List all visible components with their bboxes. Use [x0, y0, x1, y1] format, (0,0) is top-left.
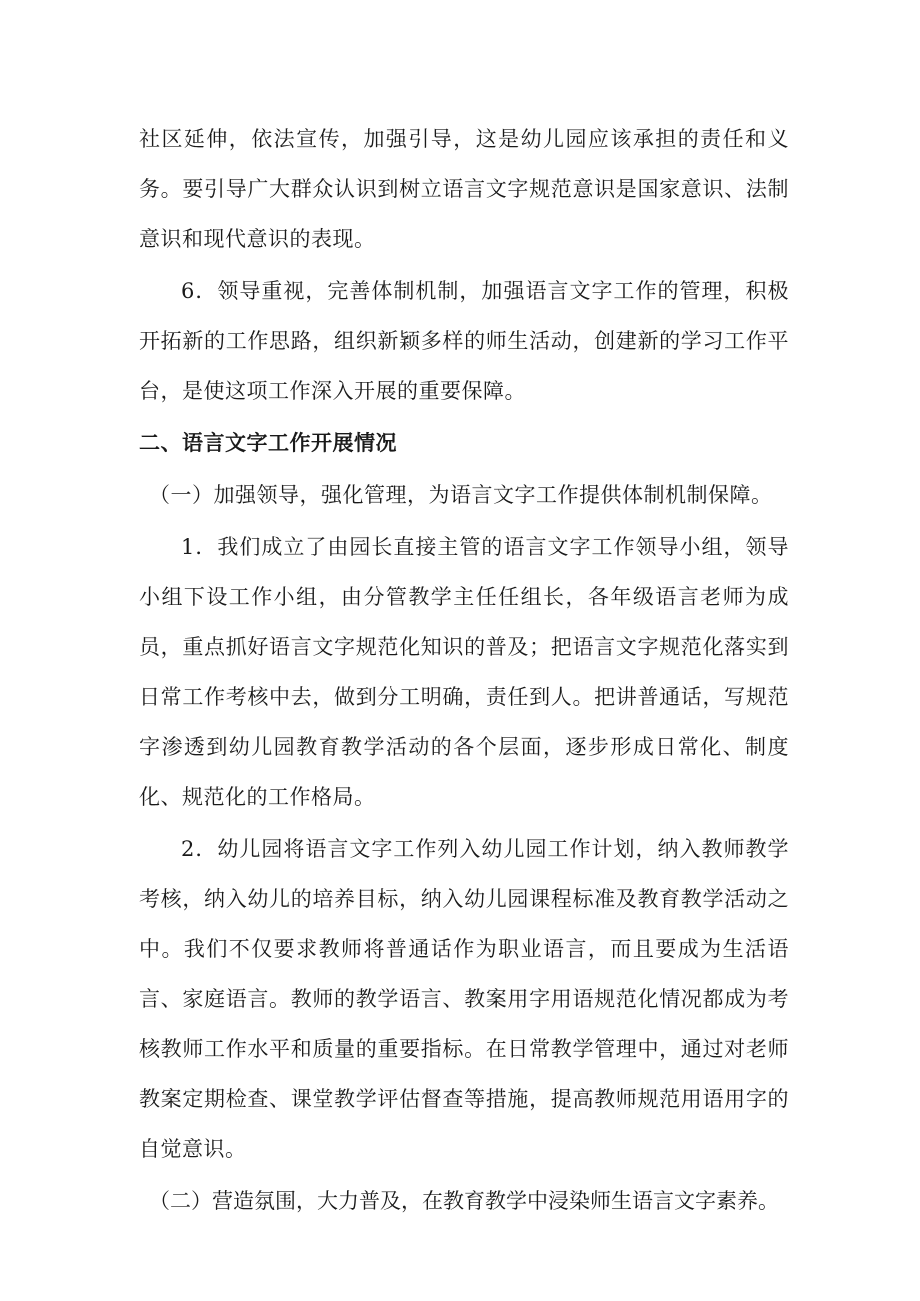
paragraph-item-6: 6．领导重视，完善体制机制，加强语言文字工作的管理，积极开拓新的工作思路，组织新颖多样的师生活动，创建新的学习工作平台，是使这项工作深入开展的重要保障。 [139, 279, 789, 403]
subsection-heading-1: （一）加强领导，强化管理，为语言文字工作提供体制机制保障。 [149, 483, 773, 507]
document-body [139, 114, 789, 1226]
subsection-heading-2: （二）营造氛围，大力普及，在教育教学中浸染师生语言文字素养。 [149, 1189, 779, 1213]
paragraph-item-2: 2．幼儿园将语言文字工作列入幼儿园工作计划，纳入教师教学考核，纳入幼儿的培养目标，纳入幼儿园课程标准及教育教学活动之中。我们不仅要求教师将普通话作为职业语言，而且要成为生活语言、家庭语言。教师的教学语言、教案用字用语规范化情况都成为考核教师工作水平和质量的重要指标。在日常教学管理中，通过对老师教案定期检查、课堂教学评估督查等措施，提高教师规范用语用字的自觉意识。 [139, 837, 789, 1161]
paragraph-item-1: 1．我们成立了由园长直接主管的语言文字工作领导小组，领导小组下设工作小组，由分管教学主任任组长，各年级语言老师为成员，重点抓好语言文字规范化知识的普及；把语言文字规范化落实到日常工作考核中去，做到分工明确，责任到人。把讲普通话，写规范字渗透到幼儿园教育教学活动的各个层面，逐步形成日常化、制度化、规范化的工作格局。 [139, 535, 789, 809]
section-heading: 二、语言文字工作开展情况 [139, 431, 397, 455]
paragraph-continuation: 社区延伸，依法宣传，加强引导，这是幼儿园应该承担的责任和义务。要引导广大群众认识到树立语言文字规范意识是国家意识、法制意识和现代意识的表现。 [139, 127, 789, 251]
